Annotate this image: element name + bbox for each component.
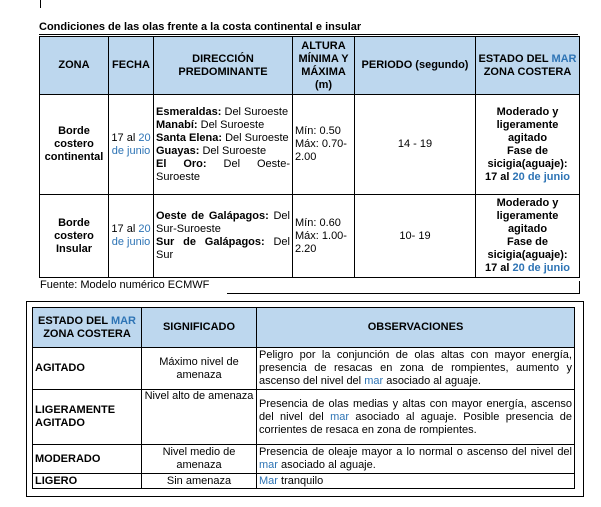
periodo-cell: 10- 19 bbox=[355, 195, 476, 278]
header-estado: ESTADO DEL MAR ZONA COSTERA bbox=[476, 37, 580, 95]
waves-conditions-table bbox=[39, 36, 580, 278]
header-direccion: DIRECCIÓN PREDOMINANTE bbox=[154, 37, 293, 95]
sea-state-legend-table bbox=[32, 307, 575, 489]
direccion-cell: Esmeraldas: Del Suroeste Manabí: Del Suroeste Santa Elena: Del Suroeste Guayas: Del Suroeste El Oro: Del Oeste-Suroeste bbox=[154, 95, 293, 195]
significado-cell: Máximo nivel de amenaza bbox=[142, 348, 257, 390]
estado-cell: Moderado y ligeramente agitado Fase de sicigia(aguaje): 17 al 20 de junio bbox=[476, 95, 580, 195]
title-underline bbox=[39, 34, 578, 35]
table-row bbox=[33, 445, 575, 474]
significado-cell: Nivel alto de amenaza bbox=[142, 390, 257, 445]
estado-cell: AGITADO bbox=[33, 348, 142, 390]
zona-cell: Borde costero Insular bbox=[40, 195, 109, 278]
estado-cell: LIGERO bbox=[33, 474, 142, 489]
table-row bbox=[33, 390, 575, 445]
significado-cell: Nivel medio de amenaza bbox=[142, 445, 257, 474]
waves-table-title: Condiciones de las olas frente a la costa continental e insular bbox=[39, 21, 362, 33]
header-altura: ALTURA MÍNIMA Y MÁXIMA (m) bbox=[293, 37, 355, 95]
estado-cell: LIGERAMENTE AGITADO bbox=[33, 390, 142, 445]
header-significado: SIGNIFICADO bbox=[142, 308, 257, 348]
legend-table-frame bbox=[26, 301, 584, 497]
zona-cell: Borde costero continental bbox=[40, 95, 109, 195]
observaciones-cell: Mar tranquilo bbox=[257, 474, 575, 489]
header-estado: ESTADO DEL MAR ZONA COSTERA bbox=[33, 308, 142, 348]
fecha-cell: 17 al 20 de junio bbox=[109, 95, 154, 195]
significado-cell: Sin amenaza bbox=[142, 474, 257, 489]
table-header-row bbox=[40, 37, 580, 95]
observaciones-cell: Presencia de olas medias y altas con mayor energía, ascenso del nivel del mar asociado al aguaje. Posible presencia de corrientes de resaca en zona de rompientes. bbox=[257, 390, 575, 445]
page-margin-tick bbox=[40, 0, 41, 8]
direccion-cell: Oeste de Galápagos: Del Sur-Suroeste Sur de Galápagos: Del Sur bbox=[154, 195, 293, 278]
observaciones-cell: Presencia de oleaje mayor a lo normal o ascenso del nivel del mar asociado al aguaje. bbox=[257, 445, 575, 474]
header-fecha: FECHA bbox=[109, 37, 154, 95]
header-observaciones: OBSERVACIONES bbox=[257, 308, 575, 348]
periodo-cell: 14 - 19 bbox=[355, 95, 476, 195]
altura-cell: Mín: 0.50 Máx: 0.70-2.00 bbox=[293, 95, 355, 195]
source-note: Fuente: Modelo numérico ECMWF bbox=[40, 279, 210, 291]
altura-cell: Mín: 0.60 Máx: 1.00-2.20 bbox=[293, 195, 355, 278]
table-row bbox=[33, 348, 575, 390]
table-row bbox=[40, 195, 580, 278]
header-zona: ZONA bbox=[40, 37, 109, 95]
source-frame-line bbox=[227, 281, 580, 294]
table-row bbox=[33, 474, 575, 489]
header-periodo: PERIODO (segundo) bbox=[355, 37, 476, 95]
table-header-row bbox=[33, 308, 575, 348]
table-row bbox=[40, 95, 580, 195]
observaciones-cell: Peligro por la conjunción de olas altas con mayor energía, presencia de resacas en zona de rompientes, aumento y ascenso del nivel del mar asociado al aguaje. bbox=[257, 348, 575, 390]
estado-cell: MODERADO bbox=[33, 445, 142, 474]
estado-cell: Moderado y ligeramente agitado Fase de sicigia(aguaje): 17 al 20 de junio bbox=[476, 195, 580, 278]
fecha-cell: 17 al 20 de junio bbox=[109, 195, 154, 278]
